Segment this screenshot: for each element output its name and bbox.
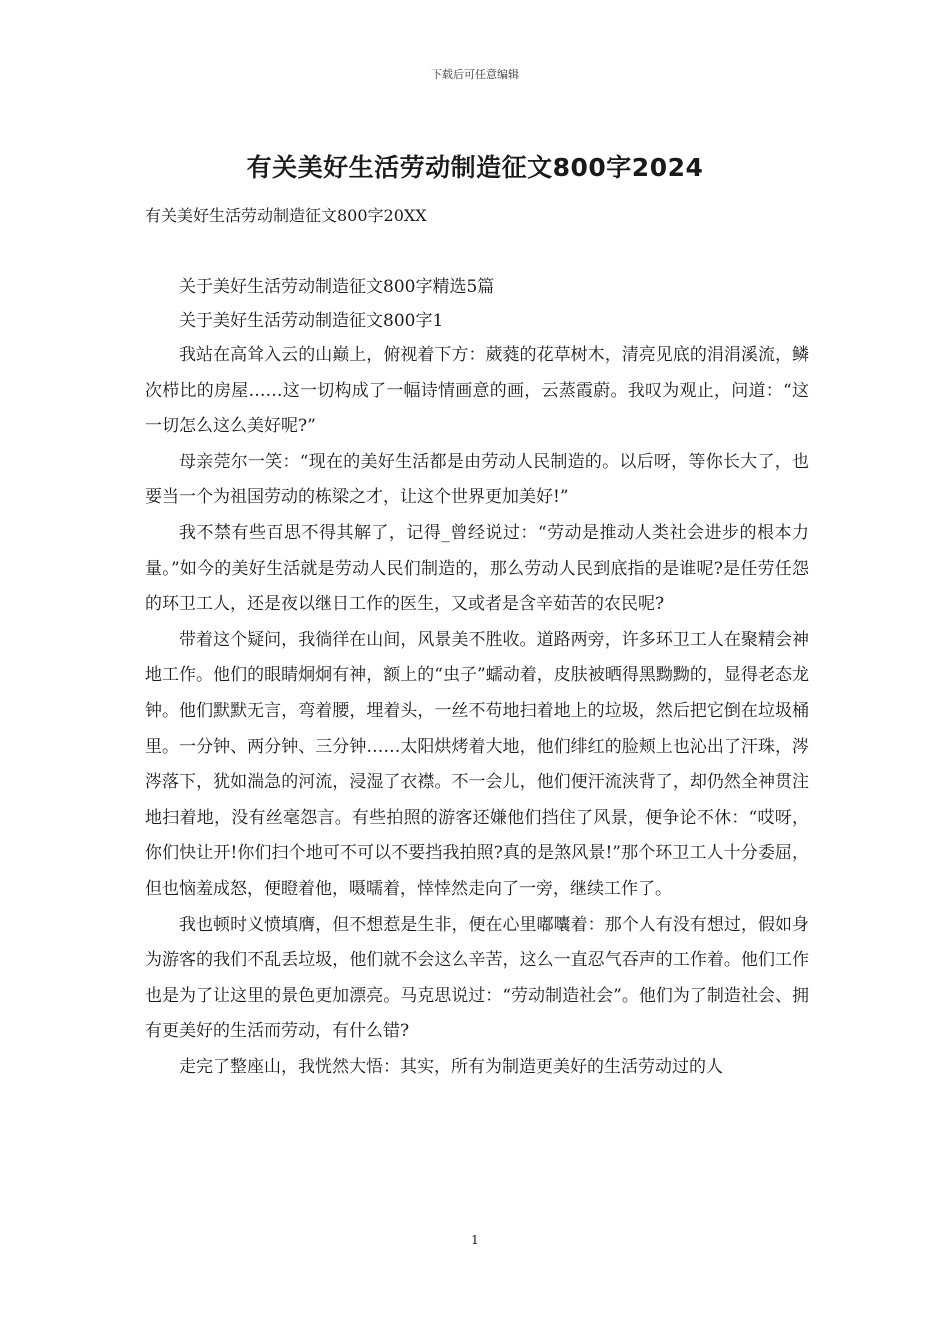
page-header: 下载后可任意编辑 xyxy=(431,68,519,81)
paragraph: 关于美好生活劳动制造征文800字精选5篇 xyxy=(179,277,495,297)
document-body xyxy=(145,270,809,1085)
paragraph: 走完了整座山，我恍然大悟：其实，所有为制造更美好的生活劳动过的人 xyxy=(179,1056,723,1077)
paragraph: 我不禁有些百思不得其解了，记得_曾经说过：“劳动是推动人类社会进步的根本力量。”如今的美好生活就是劳动人民们制造的，那么劳动人民到底指的是谁呢?是任劳任怨的环卫工人，还是夜以继日工作的医生，又或者是含辛茹苦的农民呢? xyxy=(145,522,809,615)
paragraph: 我站在高耸入云的山巅上，俯视着下方：葳蕤的花草树木，清亮见底的涓涓溪流，鳞次栉比的房屋……这一切构成了一幅诗情画意的画，云蒸霞蔚。我叹为观止，问道：“这一切怎么这么美好呢?” xyxy=(145,345,809,437)
paragraph: 关于美好生活劳动制造征文800字1 xyxy=(179,311,444,331)
paragraph: 我也顿时义愤填膺，但不想惹是生非，便在心里嘟囔着：那个人有没有想过，假如身为游客的我们不乱丢垃圾，他们就不会这么辛苦，这么一直忍气吞声的工作着。他们工作也是为了让这里的景色更加漂亮。马克思说过：“劳动制造社会”。他们为了制造社会、拥有更美好的生活而劳动，有什么错? xyxy=(145,914,809,1042)
document-title: 有关美好生活劳动制造征文800字2024 xyxy=(246,153,704,182)
paragraph: 带着这个疑问，我徜徉在山间，风景美不胜收。道路两旁，许多环卫工人在聚精会神地工作。他们的眼睛炯炯有神，额上的“虫子”蠕动着，皮肤被晒得黑黝黝的，显得老态龙钟。他们默默无言，弯着腰，埋着头，一丝不苟地扫着地上的垃圾，然后把它倒在垃圾桶里。一分钟、两分钟、三分钟……太阳烘烤着大地，他们绯红的脸颊上也沁出了汗珠，涔涔落下，犹如湍急的河流，浸湿了衣襟。不一会儿，他们便汗流浃背了，却仍然全神贯注地扫着地，没有丝毫怨言。有些拍照的游客还嫌他们挡住了风景，便争论不休：“哎呀，你们快让开!你们扫个地可不可以不要挡我拍照?真的是煞风景!”那个环卫工人十分委屈，但也恼羞成怒，便瞪着他，嗫嚅着，悻悻然走向了一旁，继续工作了。 xyxy=(145,629,809,899)
document-subtitle: 有关美好生活劳动制造征文800字20XX xyxy=(145,206,427,225)
page-number: 1 xyxy=(471,1233,479,1247)
paragraph: 母亲莞尔一笑：“现在的美好生活都是由劳动人民制造的。以后呀，等你长大了，也要当一个为祖国劳动的栋梁之才，让这个世界更加美好!” xyxy=(145,451,809,508)
